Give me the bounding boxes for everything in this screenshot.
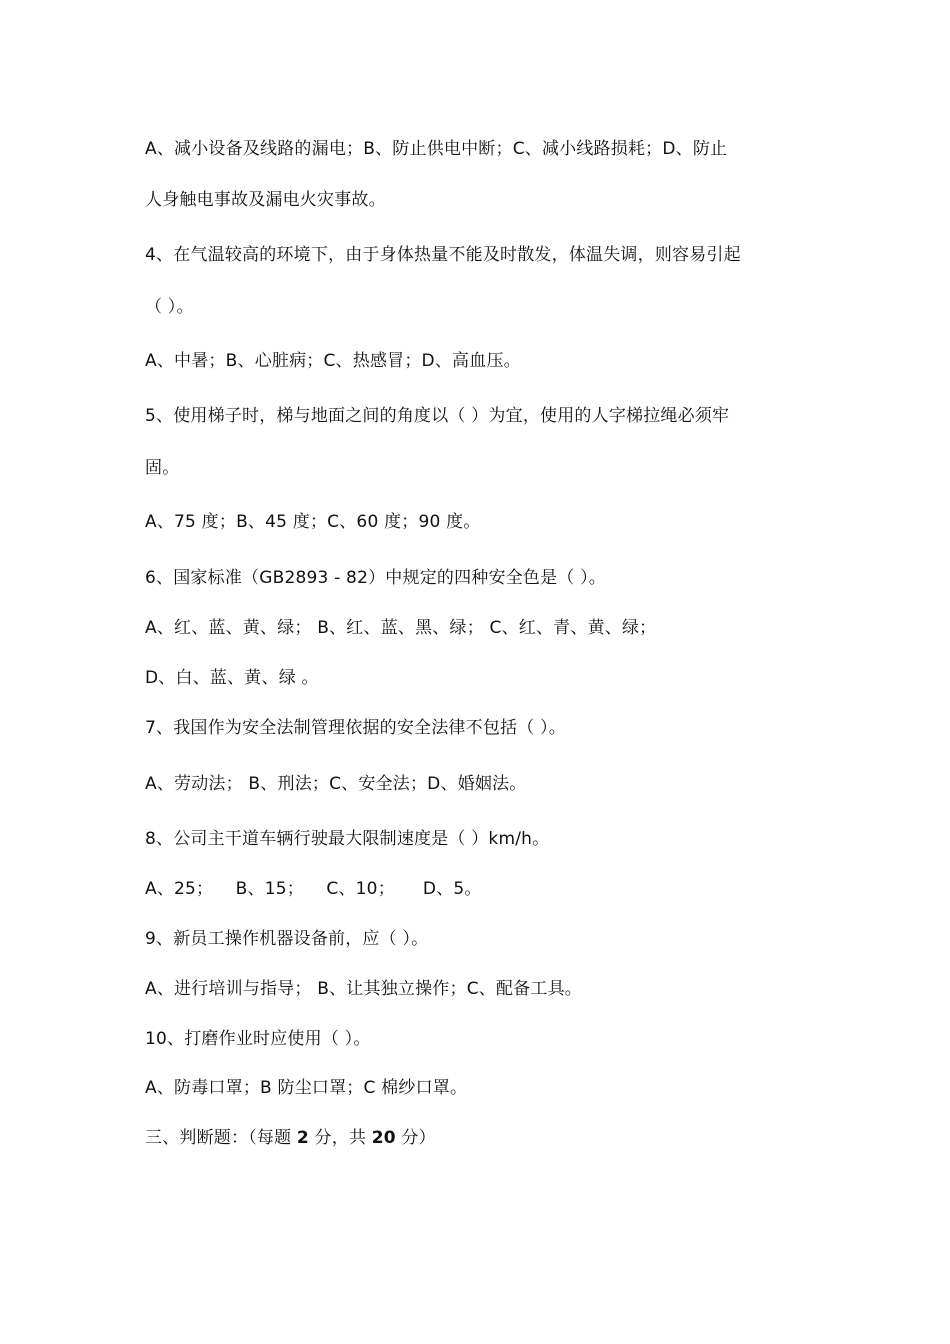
q3-options-line-2: 人身触电事故及漏电火灾事故。 [145,190,386,210]
q7-text: 7、我国作为安全法制管理依据的安全法律不包括（ ）。 [145,718,566,738]
q6-options-line-1: A、红、蓝、黄、绿； B、红、蓝、黑、绿； C、红、青、黄、绿； [145,618,657,638]
q10-options: A、防毒口罩；B 防尘口罩；C 棉纱口罩。 [145,1078,468,1098]
q9-text: 9、新员工操作机器设备前，应（ ）。 [145,929,429,949]
section-heading-middle: 分，共 [308,1128,372,1148]
q7-options: A、劳动法； B、刑法；C、安全法；D、婚姻法。 [145,774,527,794]
q8-text: 8、公司主干道车辆行驶最大限制速度是（ ）km/h。 [145,829,550,849]
q5-text-line-2: 固。 [145,458,180,478]
q4-options: A、中暑；B、心脏病；C、热感冒；D、高血压。 [145,351,521,371]
q9-options: A、进行培训与指导； B、让其独立操作；C、配备工具。 [145,979,582,999]
q6-text: 6、国家标准（GB2893 - 82）中规定的四种安全色是（ ）。 [145,568,606,588]
section-heading-points-each: 2 [296,1128,309,1148]
q3-options-line-1: A、减小设备及线路的漏电；B、防止供电中断；C、减小线路损耗；D、防止 [145,139,728,159]
section-heading-true-false [145,1126,825,1150]
section-heading-points-total: 20 [371,1128,396,1148]
section-heading-prefix: 三、判断题：（每题 [145,1128,297,1148]
q8-options: A、25； B、15； C、10； D、5。 [145,879,482,899]
q4-text-line-1: 4、在气温较高的环境下，由于身体热量不能及时散发，体温失调，则容易引起 [145,245,741,265]
q6-options-line-2: D、白、蓝、黄、绿 。 [145,668,319,688]
q5-options: A、75 度；B、45 度；C、60 度；90 度。 [145,512,481,532]
q4-text-line-2: （ ）。 [145,297,194,317]
section-heading-suffix: 分） [395,1128,436,1148]
q10-text: 10、打磨作业时应使用（ ）。 [145,1029,371,1049]
q5-text-line-1: 5、使用梯子时，梯与地面之间的角度以（ ）为宜，使用的人字梯拉绳必须牢 [145,406,730,426]
